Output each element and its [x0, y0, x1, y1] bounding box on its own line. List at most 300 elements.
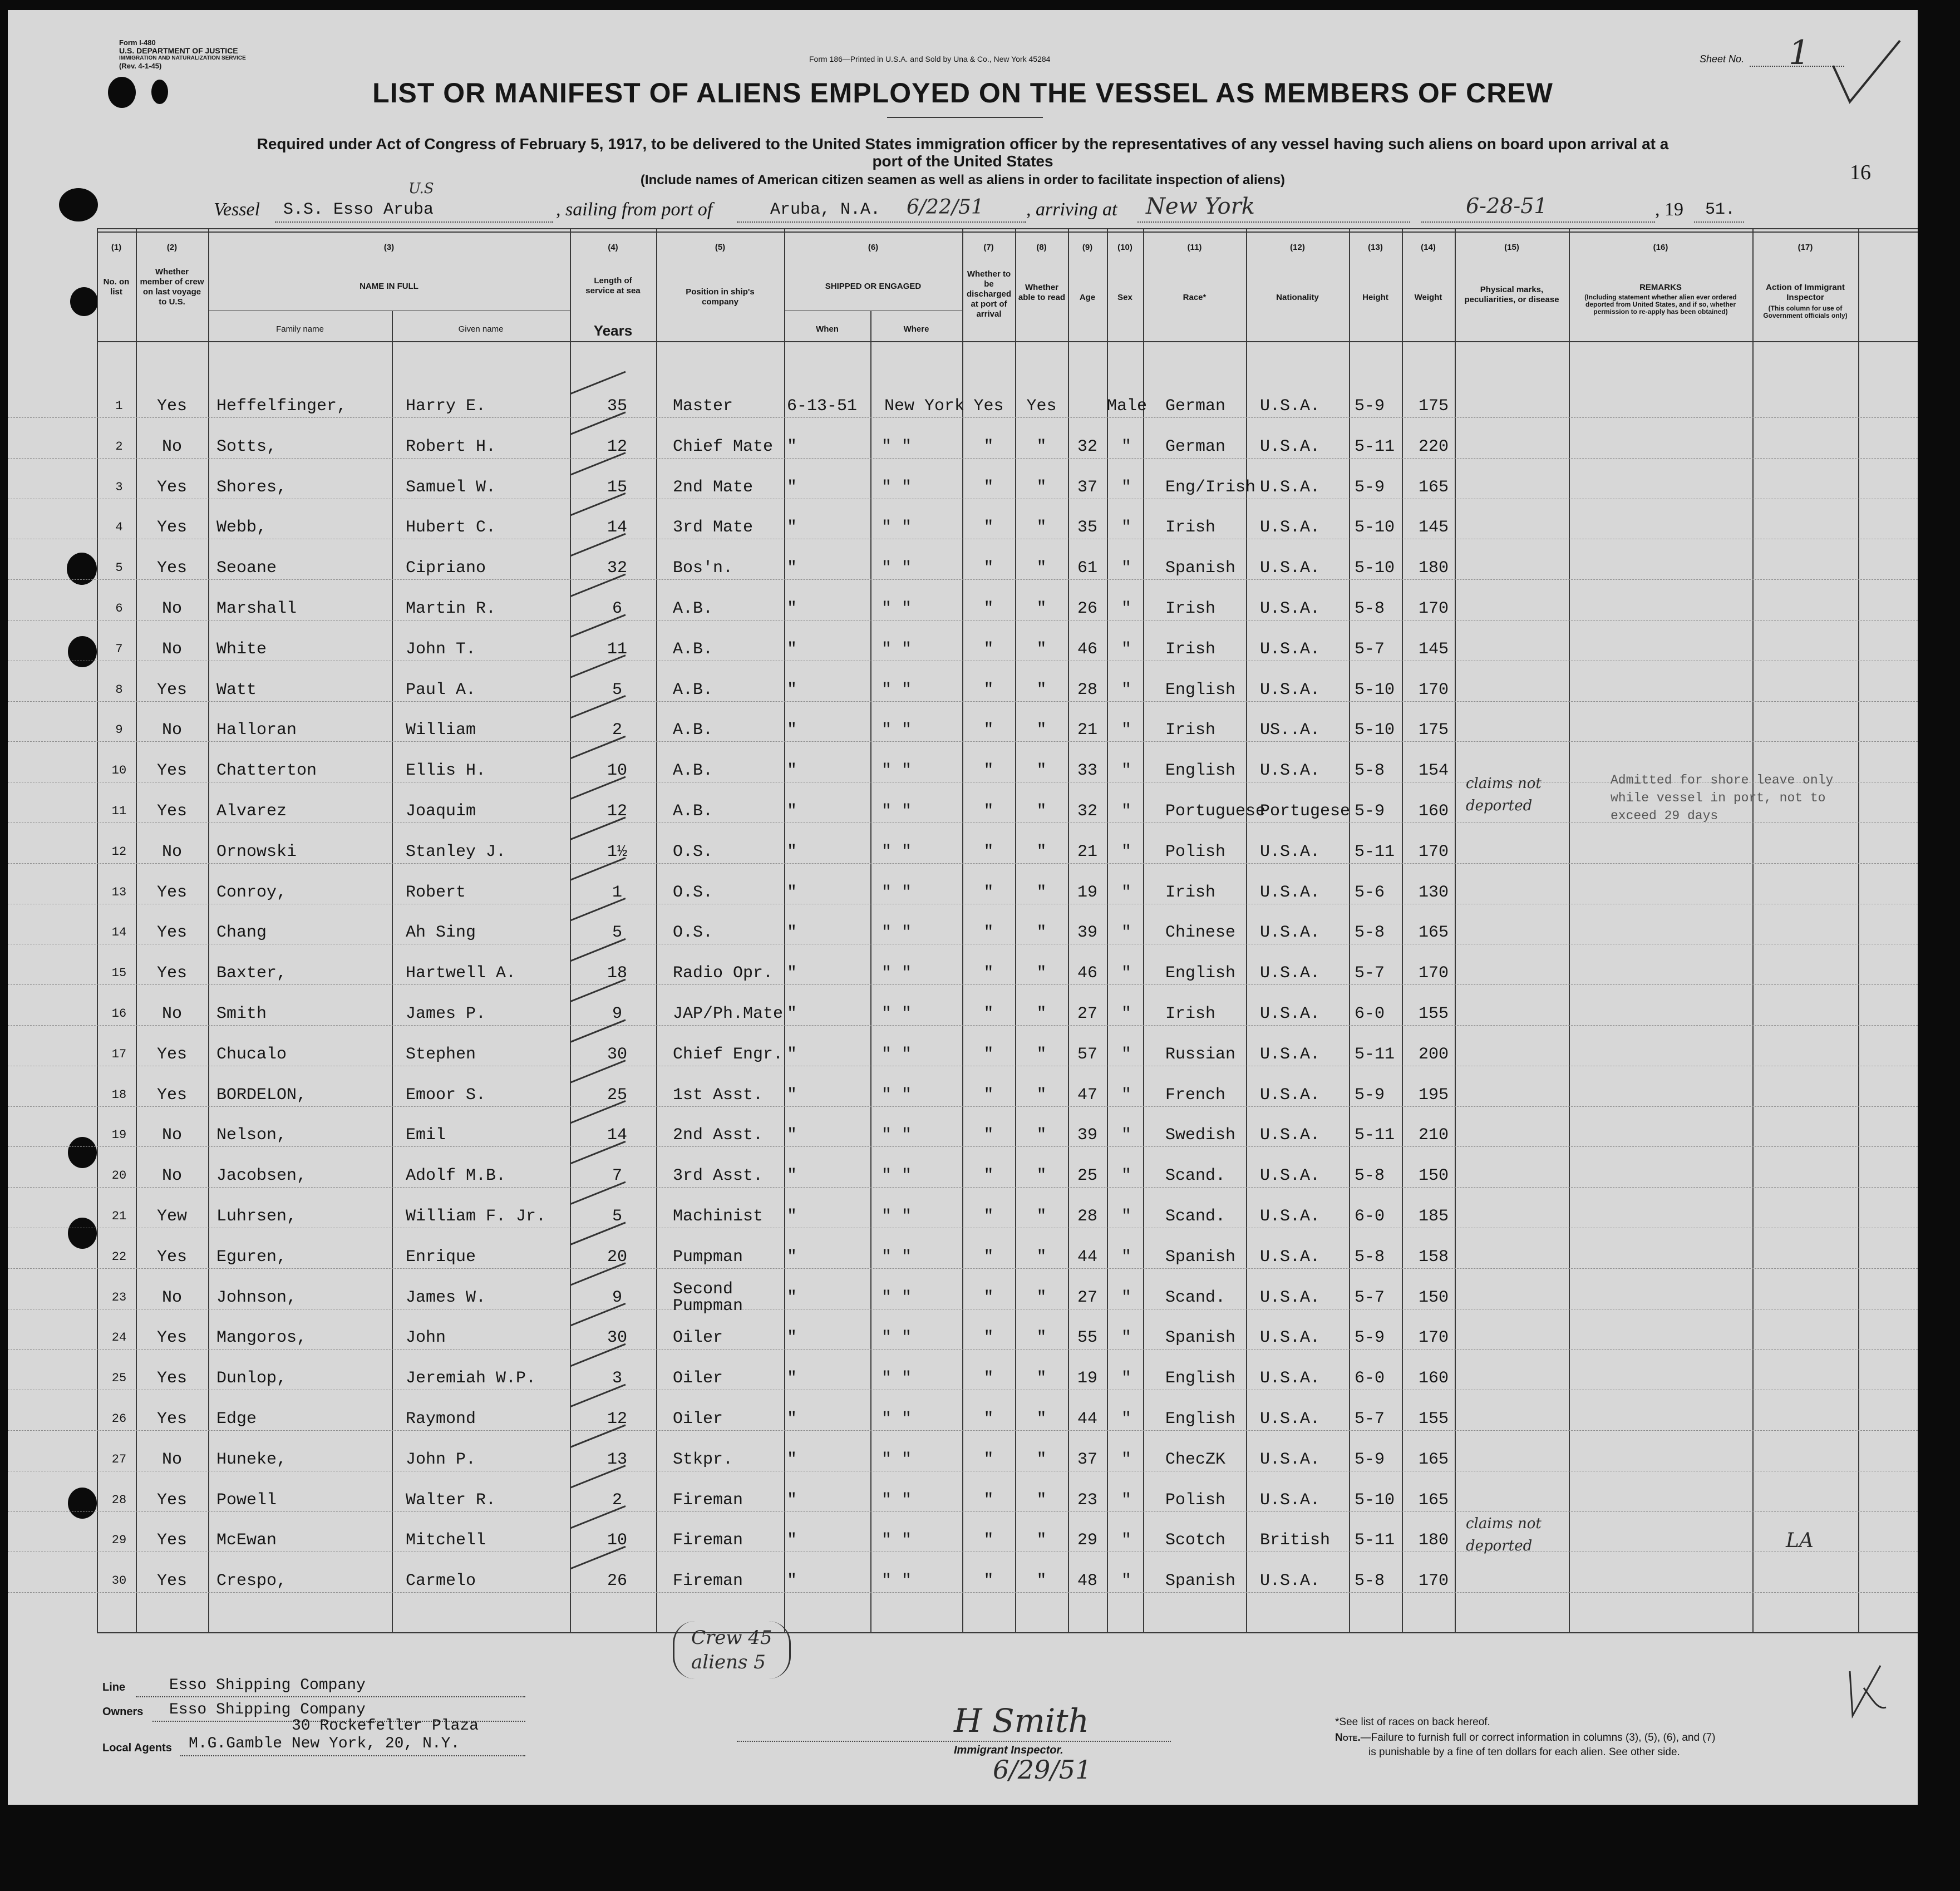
cell-last: Yes [156, 397, 187, 416]
cell-read: " [1036, 802, 1047, 821]
cell-family: Nelson, [216, 1126, 287, 1145]
cell-position: 1st Asst. [673, 1085, 764, 1105]
cell-family: Chatterton [216, 761, 317, 781]
cell-where: " " [881, 1328, 912, 1348]
cell-last: No [161, 437, 182, 456]
cell-where: " " [881, 721, 912, 740]
service: IMMIGRATION AND NATURALIZATION SERVICE [119, 55, 246, 61]
cell-nationality: U.S.A. [1260, 842, 1321, 861]
cell-position: Chief Engr. [673, 1045, 784, 1064]
table-top-rule-2 [97, 232, 1918, 233]
cell-position: Bos'n. [673, 559, 733, 578]
cell-race: Chinese [1165, 923, 1236, 943]
cell-sex: " [1121, 1328, 1131, 1348]
service-check-mark [570, 1263, 626, 1286]
cell-read: " [1036, 923, 1047, 943]
cell-family: Eguren, [216, 1247, 287, 1267]
cell-nationality: U.S.A. [1260, 1328, 1321, 1348]
cell-weight: 155 [1419, 1410, 1449, 1429]
cell-race: Spanish [1165, 1328, 1236, 1348]
cell-age: 37 [1077, 477, 1097, 497]
cell-read: " [1036, 477, 1047, 497]
cell-race: Irish [1165, 883, 1216, 902]
cell-read: " [1036, 1126, 1047, 1145]
col-num-7: (7) [983, 243, 994, 252]
cell-last: Yes [156, 1369, 187, 1388]
cell-when: " [787, 1369, 797, 1388]
line-value: Esso Shipping Company [169, 1677, 366, 1694]
cell-position: Machinist [673, 1207, 764, 1226]
table-row [8, 904, 1918, 944]
cell-service: 14 [607, 518, 627, 538]
cell-discharged: " [983, 1085, 994, 1105]
cell-age: 29 [1077, 1531, 1097, 1550]
col-header-service-unit: Years [593, 322, 633, 339]
cell-family: Chucalo [216, 1045, 287, 1064]
sailing-label: , sailing from port of [556, 199, 713, 220]
cell-sex: " [1121, 1288, 1131, 1307]
crew-total-line1: Crew 45 [691, 1627, 772, 1649]
cell-weight: 165 [1419, 477, 1449, 497]
cell-weight: 130 [1419, 883, 1449, 902]
cell-nationality: U.S.A. [1260, 1288, 1321, 1307]
col-num-2: (2) [166, 243, 178, 252]
cell-family: BORDELON, [216, 1085, 307, 1105]
punch-hole [59, 188, 98, 221]
col-header-position: Position in ship's company [686, 287, 755, 307]
cell-no: 6 [115, 602, 123, 615]
cell-weight: 150 [1419, 1288, 1449, 1307]
cell-weight: 165 [1419, 923, 1449, 943]
cell-family: Dunlop, [216, 1369, 287, 1388]
cell-age: 19 [1077, 1369, 1097, 1388]
cell-discharged: " [983, 923, 994, 943]
cell-sex: " [1121, 802, 1131, 821]
cell-race: Scotch [1165, 1531, 1226, 1550]
cell-age: 35 [1077, 518, 1097, 538]
cell-last: No [161, 599, 182, 618]
col-num-13: (13) [1368, 243, 1383, 252]
cell-last: Yes [156, 802, 187, 821]
year-line [1694, 221, 1744, 223]
cell-last: No [161, 1166, 182, 1186]
cell-height: 5-7 [1355, 639, 1385, 659]
cell-service: 10 [607, 761, 627, 781]
cell-weight: 180 [1419, 1531, 1449, 1550]
cell-sex: " [1121, 1247, 1131, 1267]
cell-when: " [787, 761, 797, 781]
cell-nationality: U.S.A. [1260, 397, 1321, 416]
cell-given: James P. [406, 1004, 486, 1023]
cell-given: William F. Jr. [406, 1207, 546, 1226]
cell-given: Stanley J. [406, 842, 506, 861]
cell-when: " [787, 923, 797, 943]
cell-height: 5-10 [1355, 559, 1395, 578]
cell-discharged: " [983, 1369, 994, 1388]
table-row [8, 499, 1918, 539]
cell-where: " " [881, 680, 912, 700]
cell-last: Yes [156, 559, 187, 578]
cell-read: " [1036, 437, 1047, 456]
cell-sex: " [1121, 761, 1131, 781]
arrival-port-line [1137, 221, 1410, 223]
cell-sex: " [1121, 1490, 1131, 1510]
cell-no: 10 [111, 764, 127, 778]
agents-value: M.G.Gamble New York, 20, N.Y. [189, 1735, 460, 1752]
cell-read: " [1036, 1490, 1047, 1510]
cell-race: English [1165, 964, 1236, 983]
service-check-mark [570, 818, 626, 840]
cell-height: 5-11 [1355, 437, 1395, 456]
cell-discharged: " [983, 1572, 994, 1591]
punch-hole [70, 287, 98, 316]
cell-family: Seoane [216, 559, 277, 578]
cell-age: 33 [1077, 761, 1097, 781]
cell-age: 44 [1077, 1410, 1097, 1429]
col-num-15: (15) [1504, 243, 1519, 252]
sheet-label: Sheet No. [1700, 53, 1745, 65]
cell-no: 30 [111, 1574, 127, 1588]
agents-rule [180, 1755, 525, 1756]
cell-family: Shores, [216, 477, 287, 497]
cell-family: Jacobsen, [216, 1166, 307, 1186]
cell-service: 2 [612, 1490, 622, 1510]
cell-height: 5-10 [1355, 680, 1395, 700]
table-row [8, 1269, 1918, 1316]
col-header-discharged: Whether to be discharged at port of arrival [966, 269, 1012, 319]
cell-sex: " [1121, 1166, 1131, 1186]
cell-position: JAP/Ph.Mate [673, 1004, 784, 1023]
cell-position: Stkpr. [673, 1450, 733, 1469]
col-header-action-note: (This column for use of Government officials only) [1763, 304, 1848, 319]
cell-discharged: " [983, 1166, 994, 1186]
cell-age: 44 [1077, 1247, 1097, 1267]
cell-position: Second Pumpman [673, 1279, 743, 1316]
cell-family: Smith [216, 1004, 267, 1023]
cell-family: Conroy, [216, 883, 287, 902]
cell-service: 5 [612, 1207, 622, 1226]
table-row [8, 944, 1918, 985]
cell-when: " [787, 1328, 797, 1348]
cell-age: 23 [1077, 1490, 1097, 1510]
col-num-9: (9) [1082, 243, 1093, 252]
cell-last: Yes [156, 883, 187, 902]
cell-last: Yes [156, 680, 187, 700]
cell-read: " [1036, 1410, 1047, 1429]
table-row [8, 1511, 1918, 1552]
col-header-action: Action of Immigrant Inspector [1766, 283, 1845, 302]
cell-discharged: " [983, 477, 994, 497]
cell-last: Yes [156, 761, 187, 781]
cell-given: Samuel W. [406, 477, 496, 497]
row29-physical-marks: claims not deported [1466, 1515, 1542, 1554]
cell-height: 5-9 [1355, 1450, 1385, 1469]
agents-label: Local Agents [102, 1742, 172, 1754]
cell-no: 22 [111, 1249, 127, 1264]
cell-given: Robert [406, 883, 466, 902]
cell-service: 32 [607, 559, 627, 578]
cell-position: Radio Opr. [673, 964, 774, 983]
cell-sex: " [1121, 437, 1131, 456]
subtitle-line1: Required under Act of Congress of February 5, 1917, to be delivered to the United States immigration officer by the representatives of any vessel having such aliens on board upon arrival at a [257, 135, 1669, 152]
cell-height: 5-9 [1355, 477, 1385, 497]
cell-when: " [787, 1288, 797, 1307]
note-line2: is punishable by a fine of ten dollars for each alien. See other side. [1368, 1746, 1680, 1758]
cell-nationality: U.S.A. [1260, 437, 1321, 456]
arrival-date-line [1421, 221, 1655, 223]
service-check-mark [570, 1223, 626, 1245]
cell-read: " [1036, 1450, 1047, 1469]
col-header-no: No. on list [103, 277, 130, 297]
cell-last: No [161, 639, 182, 659]
cell-when: " [787, 1410, 797, 1429]
cell-weight: 158 [1419, 1247, 1449, 1267]
service-check-mark [570, 1547, 626, 1569]
cell-service: 5 [612, 680, 622, 700]
cell-position: A.B. [673, 802, 713, 821]
cell-discharged: " [983, 1328, 994, 1348]
table-row [8, 1431, 1918, 1471]
cell-last: Yes [156, 1410, 187, 1429]
cell-height: 5-7 [1355, 964, 1385, 983]
cell-last: No [161, 1004, 182, 1023]
cell-service: 12 [607, 437, 627, 456]
cell-when: " [787, 639, 797, 659]
cell-age: 55 [1077, 1328, 1097, 1348]
col-header-age: Age [1079, 293, 1096, 302]
cell-sex: " [1121, 518, 1131, 538]
cell-discharged: " [983, 1410, 994, 1429]
cell-sex: " [1121, 1126, 1131, 1145]
cell-last: Yes [156, 1572, 187, 1591]
service-check-mark [570, 898, 626, 920]
col-num-4: (4) [608, 243, 618, 252]
cell-race: English [1165, 1410, 1236, 1429]
cell-position: O.S. [673, 883, 713, 902]
cell-no: 2 [115, 439, 123, 454]
cell-given: John T. [406, 639, 476, 659]
cell-given: Cipriano [406, 559, 486, 578]
cell-given: Enrique [406, 1247, 476, 1267]
cell-age: 19 [1077, 883, 1097, 902]
cell-weight: 145 [1419, 639, 1449, 659]
table-row [8, 864, 1918, 904]
cell-race: Irish [1165, 518, 1216, 538]
cell-where: " " [881, 437, 912, 456]
service-check-mark [570, 1425, 626, 1447]
service-check-mark [570, 979, 626, 1002]
cell-age: 47 [1077, 1085, 1097, 1105]
cell-family: Crespo, [216, 1572, 287, 1591]
inspector-date: 6/29/51 [993, 1755, 1092, 1785]
cell-sex: " [1121, 1207, 1131, 1226]
cell-given: Hubert C. [406, 518, 496, 538]
cell-where: " " [881, 1410, 912, 1429]
cell-last: Yes [156, 1045, 187, 1064]
cell-position: Oiler [673, 1369, 723, 1388]
col-header-height: Height [1362, 293, 1388, 302]
cell-position: Oiler [673, 1328, 723, 1348]
cell-given: Carmelo [406, 1572, 476, 1591]
cell-service: 14 [607, 1126, 627, 1145]
cell-service: 12 [607, 802, 627, 821]
cell-read: " [1036, 1004, 1047, 1023]
cell-service: 30 [607, 1328, 627, 1348]
vessel-annotation: U.S [408, 180, 434, 197]
title-rule [887, 117, 1043, 118]
cell-weight: 155 [1419, 1004, 1449, 1023]
table-row [8, 418, 1918, 459]
cell-where: " " [881, 1369, 912, 1388]
cell-when: " [787, 1004, 797, 1023]
fine-note [1335, 1732, 1716, 1744]
cell-where: " " [881, 923, 912, 943]
cell-height: 5-9 [1355, 802, 1385, 821]
cell-when: " [787, 1450, 797, 1469]
cell-weight: 170 [1419, 1328, 1449, 1348]
cell-when: " [787, 1531, 797, 1550]
table-row [8, 1350, 1918, 1390]
cell-position: Chief Mate [673, 437, 774, 456]
cell-sex: " [1121, 599, 1131, 618]
cell-age: 25 [1077, 1166, 1097, 1186]
cell-race: Eng/Irish [1165, 477, 1256, 497]
cell-nationality: U.S.A. [1260, 1450, 1321, 1469]
cell-nationality: U.S.A. [1260, 1207, 1321, 1226]
service-check-mark [570, 1303, 626, 1326]
cell-weight: 170 [1419, 842, 1449, 861]
cell-service: 30 [607, 1045, 627, 1064]
col-header-physical: Physical marks, peculiarities, or disease [1464, 285, 1559, 304]
cell-last: No [161, 1288, 182, 1307]
cell-no: 9 [115, 723, 123, 737]
cell-height: 5-11 [1355, 1126, 1395, 1145]
cell-race: German [1165, 437, 1226, 456]
cell-discharged: " [983, 518, 994, 538]
cell-no: 21 [111, 1209, 127, 1223]
cell-height: 5-6 [1355, 883, 1385, 902]
cell-family: Mangoros, [216, 1328, 307, 1348]
row11-remarks-line1: Admitted for shore leave only [1611, 773, 1834, 787]
vessel-name: S.S. Esso Aruba [283, 200, 434, 219]
cell-race: Irish [1165, 599, 1216, 618]
cell-where: " " [881, 1004, 912, 1023]
cell-height: 5-7 [1355, 1410, 1385, 1429]
cell-given: Joaquim [406, 802, 476, 821]
cell-weight: 185 [1419, 1207, 1449, 1226]
cell-given: John [406, 1328, 446, 1348]
cell-nationality: U.S.A. [1260, 1045, 1321, 1064]
cell-no: 8 [115, 682, 123, 697]
cell-no: 25 [111, 1371, 127, 1386]
cell-family: Powell [216, 1490, 277, 1510]
cell-no: 27 [111, 1452, 127, 1466]
col-num-16: (16) [1653, 243, 1668, 252]
cell-height: 6-0 [1355, 1004, 1385, 1023]
cell-sex: " [1121, 721, 1131, 740]
service-check-mark [570, 1466, 626, 1488]
year-value: 51. [1705, 200, 1736, 219]
cell-position: 2nd Mate [673, 477, 754, 497]
cell-family: Sotts, [216, 437, 277, 456]
cell-where: " " [881, 1207, 912, 1226]
cell-service: 2 [612, 721, 622, 740]
cell-no: 26 [111, 1412, 127, 1426]
row11-remarks [1611, 771, 1833, 825]
cell-age: 28 [1077, 680, 1097, 700]
service-check-mark [570, 574, 626, 597]
page-title: LIST OR MANIFEST OF ALIENS EMPLOYED ON THE VESSEL AS MEMBERS OF CREW [372, 77, 1553, 109]
page-number: 16 [1850, 161, 1871, 184]
cell-last: Yes [156, 477, 187, 497]
cell-read: " [1036, 1328, 1047, 1348]
cell-height: 5-10 [1355, 518, 1395, 538]
sailing-date: 6/22/51 [907, 196, 984, 219]
cell-position: 2nd Asst. [673, 1126, 764, 1145]
cell-last: Yes [156, 1328, 187, 1348]
cell-no: 19 [111, 1128, 127, 1143]
cell-no: 28 [111, 1493, 127, 1507]
cell-weight: 210 [1419, 1126, 1449, 1145]
cell-given: Stephen [406, 1045, 476, 1064]
cell-height: 6-0 [1355, 1369, 1385, 1388]
cell-read: " [1036, 721, 1047, 740]
cell-position: A.B. [673, 599, 713, 618]
cell-sex: " [1121, 1045, 1131, 1064]
service-check-mark [570, 939, 626, 961]
manifest-sheet [8, 10, 1918, 1805]
cell-weight: 150 [1419, 1166, 1449, 1186]
cell-service: 1 [612, 883, 622, 902]
cell-service: 9 [612, 1288, 622, 1307]
cell-age: 46 [1077, 639, 1097, 659]
cell-weight: 160 [1419, 1369, 1449, 1388]
cell-height: 5-10 [1355, 721, 1395, 740]
service-check-mark [570, 696, 626, 718]
cell-age: 27 [1077, 1004, 1097, 1023]
cell-discharged: " [983, 1045, 994, 1064]
cell-race: Irish [1165, 1004, 1216, 1023]
cell-where: " " [881, 883, 912, 902]
cell-nationality: U.S.A. [1260, 761, 1321, 781]
cell-when: " [787, 477, 797, 497]
cell-service: 3 [612, 1369, 622, 1388]
cell-where: " " [881, 761, 912, 781]
subtitle-line2: port of the United States [872, 152, 1053, 170]
cell-race: Scand. [1165, 1288, 1226, 1307]
cell-where: " " [881, 1166, 912, 1186]
cell-read: " [1036, 1572, 1047, 1591]
cell-given: Raymond [406, 1410, 476, 1429]
cell-given: Emoor S. [406, 1085, 486, 1105]
cell-discharged: " [983, 437, 994, 456]
cell-when: " [787, 1490, 797, 1510]
cell-when: " [787, 964, 797, 983]
cell-sex: " [1121, 1004, 1131, 1023]
service-check-mark [570, 615, 626, 637]
cell-race: Irish [1165, 639, 1216, 659]
table-row [8, 661, 1918, 702]
cell-height: 5-9 [1355, 1328, 1385, 1348]
cell-read: " [1036, 559, 1047, 578]
cell-weight: 145 [1419, 518, 1449, 538]
cell-weight: 175 [1419, 721, 1449, 740]
table-row [8, 459, 1918, 499]
cell-nationality: U.S.A. [1260, 1369, 1321, 1388]
cell-no: 11 [111, 804, 127, 818]
cell-race: Portuguese [1165, 802, 1266, 821]
cell-discharged: " [983, 1490, 994, 1510]
